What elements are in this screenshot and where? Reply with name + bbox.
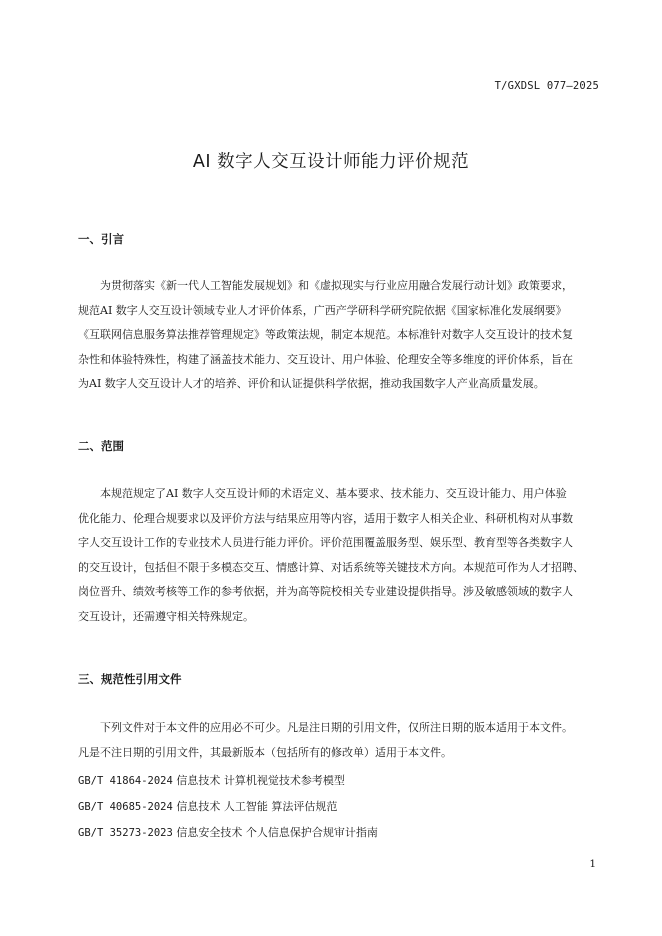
reference-item <box>78 768 600 794</box>
paragraph-line: 下列文件对于本文件的应用必不可少。凡是注日期的引用文件，仅所注日期的版本适用于本文件。 <box>100 721 573 734</box>
reference-title: 信息技术 计算机视觉技术参考模型 <box>176 774 345 787</box>
reference-list <box>78 768 600 846</box>
paragraph-line: 的交互设计，包括但不限于多模态交互、情感计算、对话系统等关键技术方向。本规范可作为人才招聘、 <box>78 560 584 574</box>
section-body-introduction <box>78 274 600 397</box>
document-code: T/GXDSL 077—2025 <box>494 80 599 92</box>
paragraph-line: 杂性和体验特殊性，构建了涵盖技术能力、交互设计、用户体验、伦理安全等多维度的评价体系，旨在 <box>78 352 573 366</box>
paragraph-line: 岗位晋升、绩效考核等工作的参考依据，并为高等院校相关专业建设提供指导。涉及敏感领域的数字人 <box>78 585 573 599</box>
section-body-normative-references <box>78 716 600 765</box>
reference-title: 信息技术 人工智能 算法评估规范 <box>176 800 338 813</box>
paragraph-line: 交互设计，还需遵守相关特殊规定。 <box>78 609 254 623</box>
paragraph-line: 为AI 数字人交互设计人才的培养、评价和认证提供科学依据，推动我国数字人产业高质量发展。 <box>78 377 545 391</box>
reference-title: 信息安全技术 个人信息保护合规审计指南 <box>176 826 378 839</box>
paragraph-line: 规范AI 数字人交互设计领域专业人才评价体系，广西产学研科学研究院依据《国家标准化发展纲要》 <box>78 303 567 317</box>
reference-item <box>78 820 600 846</box>
reference-code: GB/T 40685-2024 <box>78 801 173 813</box>
reference-code: GB/T 41864-2024 <box>78 775 173 787</box>
reference-code: GB/T 35273-2023 <box>78 827 173 839</box>
section-heading-introduction: 一、引言 <box>78 232 124 246</box>
page-number: 1 <box>589 858 596 870</box>
reference-item <box>78 794 600 820</box>
paragraph-line: 字人交互设计工作的专业技术人员进行能力评价。评价范围覆盖服务型、娱乐型、教育型等各类数字人 <box>78 536 573 550</box>
section-heading-normative-references: 三、规范性引用文件 <box>78 672 182 686</box>
paragraph-line: 凡是不注日期的引用文件，其最新版本（包括所有的修改单）适用于本文件。 <box>78 745 452 759</box>
document-title: AI 数字人交互设计师能力评价规范 <box>192 152 470 172</box>
section-heading-scope: 二、范围 <box>78 439 124 453</box>
paragraph-line: 优化能力、伦理合规要求以及评价方法与结果应用等内容，适用于数字人相关企业、科研机构对从事数 <box>78 511 573 525</box>
section-body-scope <box>78 482 600 630</box>
paragraph-line: 为贯彻落实《新一代人工智能发展规划》和《虚拟现实与行业应用融合发展行动计划》政策要求， <box>100 279 573 292</box>
paragraph-line: 本规范规定了AI 数字人交互设计师的术语定义、基本要求、技术能力、交互设计能力、用户体验 <box>100 487 567 500</box>
paragraph-line: 《互联网信息服务算法推荐管理规定》等政策法规，制定本规范。本标准针对数字人交互设计的技术复 <box>78 328 573 342</box>
